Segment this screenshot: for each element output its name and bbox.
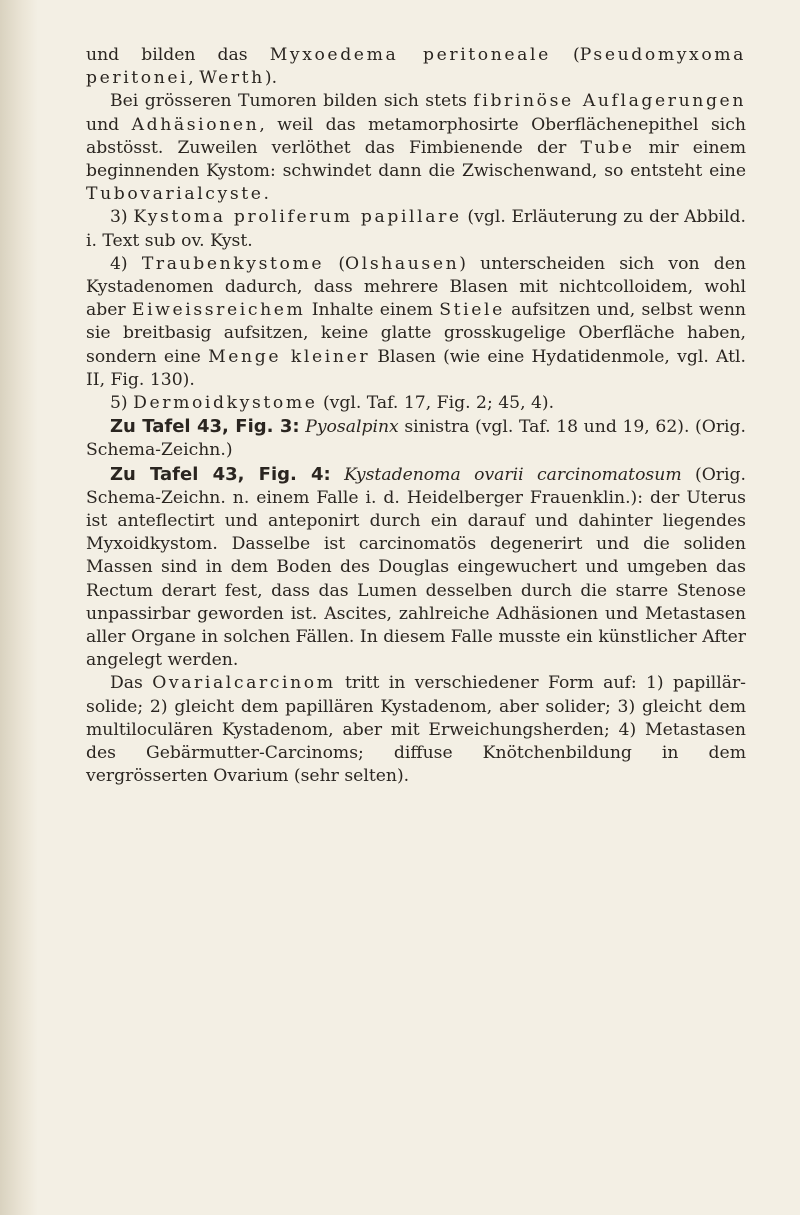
text-segment: und <box>86 114 132 135</box>
text-segment: Inhalte einem <box>305 300 440 321</box>
text-segment: Stiele <box>439 300 505 321</box>
paragraph-p4 <box>86 253 746 392</box>
text-segment: (vgl. Taf. 17, Fig. 2; 45, 4). <box>317 393 555 414</box>
text-segment: Blasen (wie eine Hydatidenmole, vgl. Atl. II, Fig. 130). <box>86 346 746 390</box>
text-segment: , weil das metamorphosirte Oberflächenepithel sich abstösst. Zuweilen verlöthet das Fimbienende der <box>86 114 747 158</box>
paragraph-p3 <box>86 206 746 252</box>
text-segment: ) unterscheiden sich von den Kystadenomen dadurch, dass mehrere Blasen mit nichtcolloidem, wohl aber <box>86 253 746 321</box>
text-segment: Pseudomyxoma peritonei <box>86 45 747 89</box>
text-segment: Pyosalpinx <box>305 417 399 438</box>
text-segment: Das <box>110 673 153 694</box>
text-segment: (Orig. Schema-Zeichn. n. einem Falle i. d. Heidelberger Frauenklin.): der Uterus ist anteflectirt und anteponirt durch ein darauf und dahinter liegendes Myxoidkystom. Dasselbe ist carcinomatös degenerirt und die soliden Massen sind in dem Boden des Douglas eingewuchert und umgeben das Rectum derart fest, dass das Lumen desselben durch die starre Stenose unpassirbar geworden ist. Ascites, zahlreiche Adhäsionen und Metastasen aller Organe in solchen Fällen. In diesem Falle musste ein künstlicher After angelegt werden. <box>86 464 746 671</box>
text-segment: Zu Tafel 43, Fig. 4: <box>110 463 331 485</box>
text-segment: sinistra (vgl. Taf. 18 und 19, 62). (Orig. Schema-Zeichn.) <box>86 417 747 461</box>
text-segment: und bilden das <box>86 45 270 65</box>
text-segment: Adhäsionen <box>131 114 260 135</box>
text-segment: Menge kleiner <box>208 346 371 367</box>
text-segment: ( <box>324 253 346 274</box>
text-segment: , <box>188 68 200 89</box>
paragraph-p5 <box>86 392 746 415</box>
text-segment: Bei grösseren Tumoren bilden sich stets <box>110 91 474 112</box>
paragraph-p7 <box>86 463 746 673</box>
text-segment: fibrinöse Auflagerungen <box>473 91 746 112</box>
paragraph-p1 <box>86 44 746 90</box>
text-segment: 4) <box>110 253 142 274</box>
text-segment: tritt in verschiedener Form auf: 1) papillär-solide; 2) gleicht dem papillären Kystadenom, aber solider; 3) gleicht dem multiloculären Kystadenom, aber mit Erweichungsherden; 4) Metastasen des Gebärmutter-Carcinoms; diffuse Knötchenbildung in dem vergrösserten Ovarium (sehr selten). <box>86 673 746 787</box>
text-segment: ). <box>264 68 278 89</box>
text-segment: ( <box>550 45 580 65</box>
text-segment: Tubovarialcyste <box>86 184 264 205</box>
text-segment: Traubenkystome <box>141 253 325 274</box>
paragraph-p8 <box>86 672 746 788</box>
text-segment: 5) <box>110 393 134 414</box>
text-segment: Werth <box>199 68 265 89</box>
text-segment: Tube <box>580 137 635 158</box>
text-segment: Myxoedema peritoneale <box>269 45 551 65</box>
text-segment: Kystoma proliferum papillare <box>133 207 462 228</box>
page-edge-shadow <box>0 0 38 1215</box>
text-segment: Kystadenoma ovarii carcinomatosum <box>344 464 682 485</box>
text-segment: Olshausen <box>345 253 460 274</box>
text-segment: (vgl. Erläuterung zu der Abbild. i. Text sub ov. Kyst. <box>86 207 747 251</box>
paragraph-p2 <box>86 90 746 206</box>
text-segment: mir einem beginnenden Kystom: schwindet dann die Zwischenwand, so entsteht eine <box>86 137 746 182</box>
text-segment: . <box>263 184 270 205</box>
text-segment: aufsitzen und, selbst wenn sie breitbasig aufsitzen, keine glatte grosskugelige Oberfläche haben, sondern eine <box>86 300 746 367</box>
text-segment: Zu Tafel 43, Fig. 3: <box>110 416 300 438</box>
paragraph-p6 <box>86 415 746 462</box>
text-segment: 3) <box>110 207 134 228</box>
text-segment: Eiweissreichem <box>131 300 306 321</box>
book-page-text <box>86 44 746 789</box>
text-segment: Ovarialcarcinom <box>152 673 336 694</box>
text-segment <box>331 465 344 485</box>
text-segment: Dermoidkystome <box>133 393 318 414</box>
